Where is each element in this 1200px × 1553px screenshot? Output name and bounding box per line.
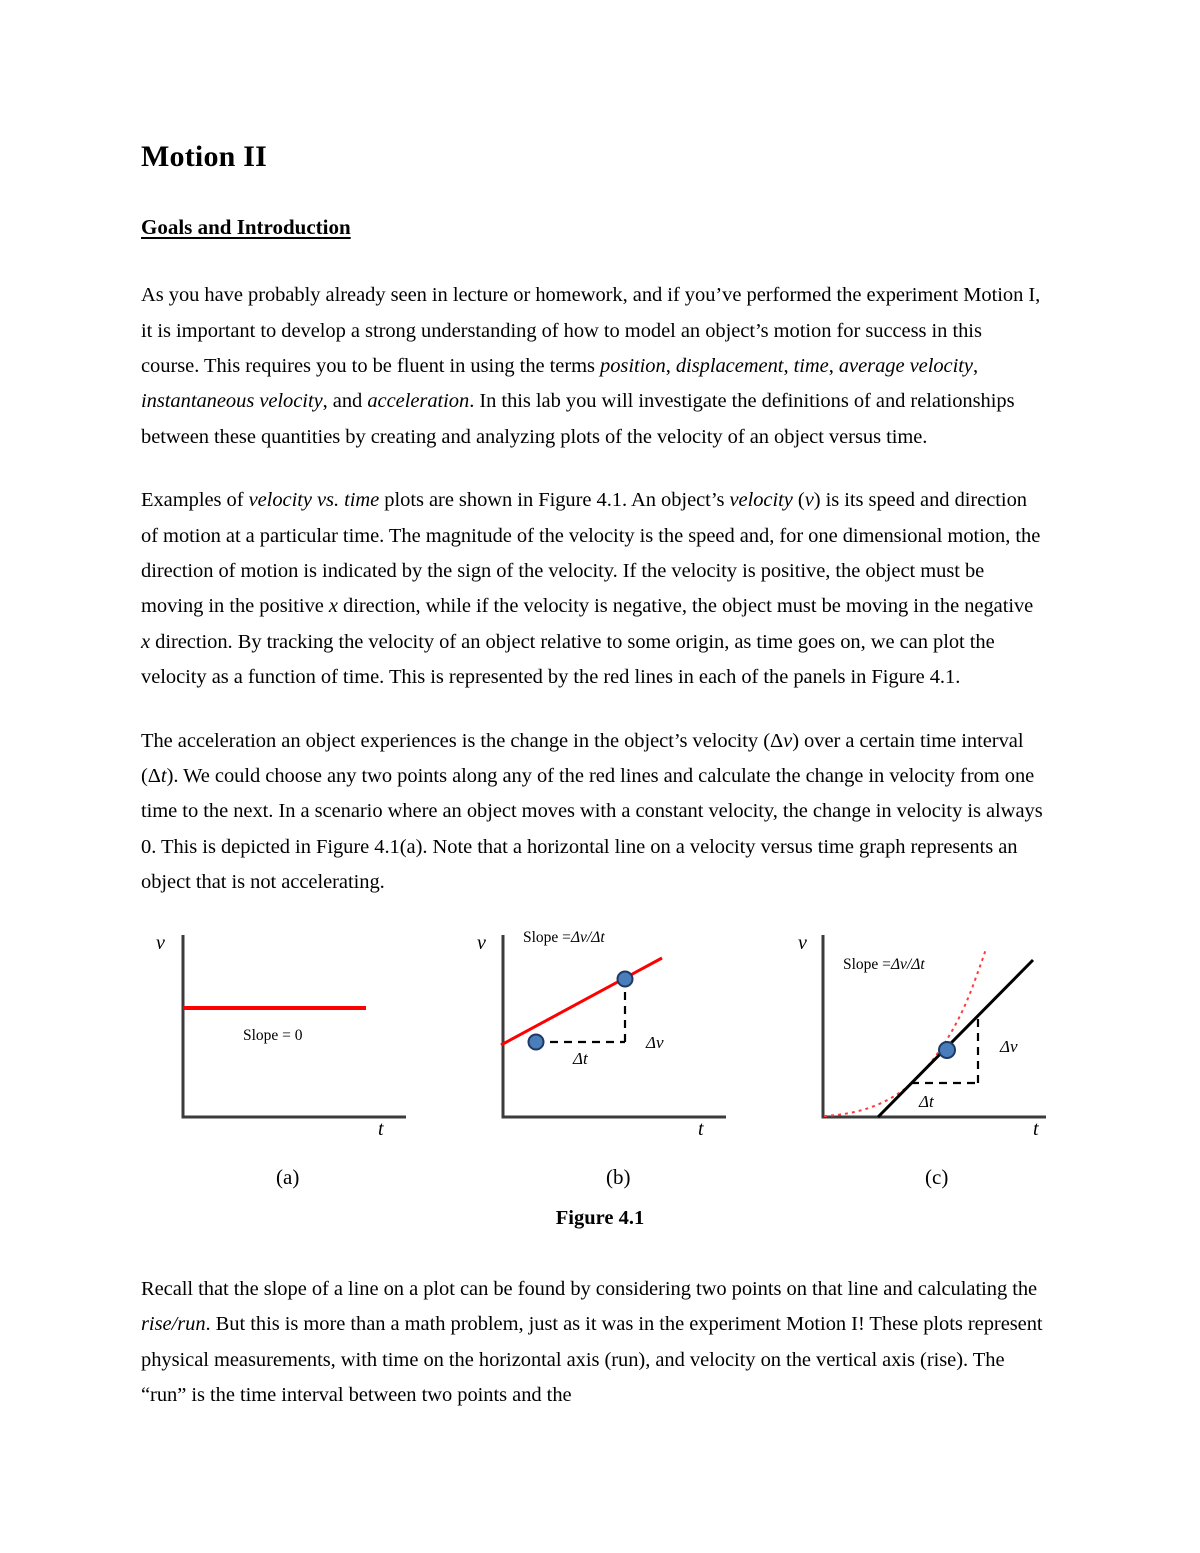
panel-b-data-point-1 bbox=[529, 1035, 544, 1050]
panel-c-slope-prefix: Slope = bbox=[843, 956, 891, 973]
emphasis-instantaneous-velocity: instantaneous velocity bbox=[141, 390, 323, 413]
figure-caption: Figure 4.1 bbox=[555, 1207, 645, 1229]
paragraph-intro bbox=[141, 239, 1043, 455]
text-run: As you have probably already seen in lecture or homework, and if you’ve performed the experiment Motion I, it is important to develop a strong understanding of how to model an object’s motion for success in this course. This requires you to be fluent in using the terms bbox=[141, 284, 1041, 377]
panel-b-x-axis-label: t bbox=[698, 1118, 704, 1140]
emphasis-rise-over-run: rise/run bbox=[141, 1313, 206, 1336]
emphasis-average-velocity: average velocity bbox=[838, 354, 973, 377]
text-run: ( bbox=[792, 489, 805, 512]
emphasis-velocity: velocity bbox=[729, 489, 793, 512]
text-run: ). We could choose any two points along any of the red lines and calculate the change in velocity from one time to the next. In a scenario where an object moves with a constant velocity, the change in velocity is always 0. This is depicted in Figure 4.1(a). Note that a horizontal line on a velocity versus time graph represents an object that is not accelerating. bbox=[141, 764, 1043, 894]
emphasis-v-symbol: v bbox=[804, 489, 814, 512]
text-run: , bbox=[665, 354, 676, 377]
emphasis-acceleration: acceleration bbox=[367, 390, 470, 413]
text-run: , bbox=[828, 354, 839, 377]
panel-b-plot bbox=[470, 925, 770, 1155]
emphasis-v-symbol: v bbox=[783, 729, 793, 752]
panel-b-delta-v-text: Δv bbox=[646, 1033, 664, 1052]
panel-b-slope-numerator: Δv bbox=[570, 929, 587, 946]
text-run: direction. By tracking the velocity of an object relative to some origin, as time goes on, we can plot the velocity as a function of time. This is represented by the red lines in each of the panels in Figure 4.1. bbox=[141, 630, 995, 689]
panel-b-slope-prefix: Slope = bbox=[523, 929, 571, 946]
text-run: . But this is more than a math problem, just as it was in the experiment Motion I! These plots represent physical measurements, with time on the horizontal axis (run), and velocity on the vertical axis (rise). The “run” is the time interval between two points and the bbox=[141, 1313, 1043, 1407]
panel-c-tangency-point bbox=[939, 1042, 955, 1058]
panel-c-delta-v-text: Δv bbox=[1000, 1037, 1018, 1056]
panel-a-y-axis-label: v bbox=[156, 932, 165, 954]
emphasis-displacement: displacement bbox=[675, 354, 784, 377]
text-run: ) over a certain time interval (Δ bbox=[141, 729, 1024, 787]
emphasis-t-symbol: t bbox=[160, 764, 167, 787]
panel-c-y-axis-label: v bbox=[798, 932, 807, 954]
document-content-bottom bbox=[141, 1272, 1043, 1414]
text-run: , and bbox=[322, 390, 368, 413]
text-run: Recall that the slope of a line on a plot can be found by considering two points on that line and calculating the bbox=[141, 1278, 1038, 1300]
emphasis-velocity-vs-time: velocity vs. time bbox=[248, 489, 380, 512]
panel-b-delta-v-label bbox=[646, 1033, 664, 1053]
paragraph-slope-recap bbox=[141, 1272, 1043, 1414]
text-run: The acceleration an object experiences is the change in the object’s velocity (Δ bbox=[141, 729, 784, 752]
emphasis-time: time bbox=[793, 354, 829, 377]
emphasis-x-symbol: x bbox=[328, 595, 338, 618]
panel-b-slope-separator: / bbox=[586, 929, 592, 946]
panel-c-caption: (c) bbox=[925, 1165, 949, 1189]
panel-c-delta-t-label bbox=[919, 1092, 934, 1112]
page-title: Motion II bbox=[141, 140, 267, 173]
panel-c-slope-separator: / bbox=[906, 956, 912, 973]
text-run: direction, while if the velocity is negative, the object must be moving in the negative bbox=[337, 595, 1034, 618]
panel-b-y-axis-label: v bbox=[477, 932, 486, 954]
panel-a-x-axis-label: t bbox=[378, 1118, 384, 1140]
emphasis-x-symbol: x bbox=[141, 630, 151, 653]
panel-b-data-point-2 bbox=[618, 972, 633, 987]
text-run: plots are shown in Figure 4.1. An object’s bbox=[379, 489, 730, 512]
panel-a-caption: (a) bbox=[276, 1165, 300, 1189]
text-run: . In this lab you will investigate the definitions of and relationships between these quantities by creating and analyzing plots of the velocity of an object versus time. bbox=[141, 390, 1015, 448]
panel-b-delta-t-label bbox=[573, 1049, 588, 1069]
panel-c-delta-v-label bbox=[1000, 1037, 1018, 1057]
panel-a-slope-annotation: Slope = 0 bbox=[243, 1027, 303, 1044]
paragraph-acceleration-definition bbox=[141, 696, 1043, 901]
text-run: , bbox=[972, 354, 979, 377]
panel-b-slope-denominator: Δt bbox=[591, 929, 605, 946]
panel-c-slope-denominator: Δt bbox=[911, 956, 925, 973]
text-run: ) is its speed and direction of motion at a particular time. The magnitude of the velocity is the speed and, for one dimensional motion, the direction of motion is indicated by the sign of the velocity. If the velocity is positive, the object must be moving in the positive bbox=[141, 489, 1041, 618]
emphasis-position: position bbox=[600, 354, 666, 377]
panel-c-x-axis-label: t bbox=[1033, 1118, 1039, 1140]
document-content bbox=[141, 0, 1043, 901]
panel-b-velocity-line bbox=[501, 958, 662, 1045]
paragraph-velocity-definition bbox=[141, 455, 1043, 695]
panel-c-delta-t-text: Δt bbox=[919, 1092, 934, 1111]
panel-c-slope-annotation bbox=[843, 956, 925, 974]
section-heading-goals-and-introduction: Goals and Introduction bbox=[141, 215, 351, 239]
text-run: Examples of bbox=[141, 489, 249, 512]
panel-b-slope-annotation bbox=[523, 929, 605, 947]
text-run: , bbox=[783, 354, 794, 377]
panel-b-delta-t-text: Δt bbox=[573, 1049, 588, 1068]
panel-c-plot bbox=[790, 925, 1090, 1155]
panel-c-slope-numerator: Δv bbox=[890, 956, 907, 973]
panel-b-caption: (b) bbox=[606, 1165, 631, 1189]
